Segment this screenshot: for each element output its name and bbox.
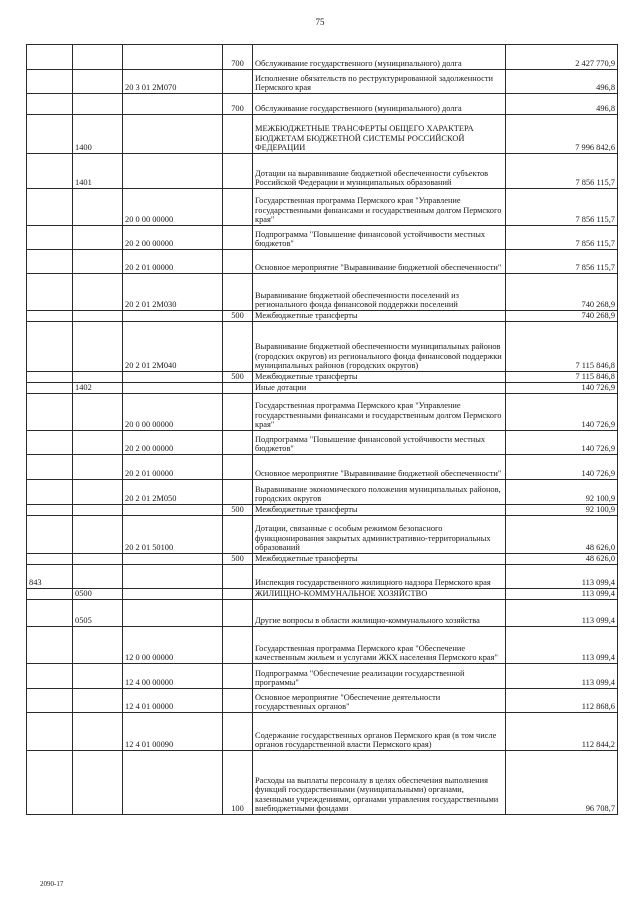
cell-code <box>27 70 73 94</box>
cell-name: Содержание государственных органов Пермского края (в том числе органов государственной власти Пермского края) <box>253 713 506 751</box>
cell-section <box>73 664 123 689</box>
cell-amount: 7 856 115,7 <box>506 154 618 189</box>
cell-code <box>27 431 73 455</box>
cell-section <box>73 94 123 115</box>
cell-expense-type <box>223 70 253 94</box>
cell-expense-type <box>223 189 253 226</box>
table-body <box>27 45 618 815</box>
cell-amount: 48 626,0 <box>506 554 618 565</box>
cell-name: Основное мероприятие "Обеспечение деятельности государственных органов" <box>253 689 506 713</box>
cell-code <box>27 480 73 505</box>
cell-program <box>123 554 223 565</box>
cell-program: 20 0 00 00000 <box>123 394 223 431</box>
cell-name: Обслуживание государственного (муниципального) долга <box>253 45 506 70</box>
cell-amount: 96 708,7 <box>506 751 618 815</box>
cell-code <box>27 394 73 431</box>
cell-program: 20 2 01 2М050 <box>123 480 223 505</box>
cell-program <box>123 45 223 70</box>
cell-name: Выравнивание экономического положения муниципальных районов, городских округов <box>253 480 506 505</box>
cell-expense-type <box>223 589 253 600</box>
cell-program: 20 2 00 00000 <box>123 226 223 250</box>
table-row <box>27 226 618 250</box>
cell-amount: 113 099,4 <box>506 627 618 664</box>
cell-code <box>27 322 73 372</box>
cell-code <box>27 115 73 154</box>
table-row <box>27 311 618 322</box>
cell-code <box>27 94 73 115</box>
cell-expense-type <box>223 600 253 627</box>
cell-expense-type <box>223 322 253 372</box>
cell-section: 1402 <box>73 383 123 394</box>
cell-expense-type <box>223 154 253 189</box>
cell-name: Подпрограмма "Повышение финансовой устойчивости местных бюджетов" <box>253 226 506 250</box>
cell-expense-type <box>223 394 253 431</box>
cell-amount: 113 099,4 <box>506 589 618 600</box>
cell-code <box>27 516 73 554</box>
cell-name: Другие вопросы в области жилищно-коммунального хозяйства <box>253 600 506 627</box>
table-row <box>27 751 618 815</box>
cell-program: 12 4 01 00090 <box>123 713 223 751</box>
cell-program: 12 4 00 00000 <box>123 664 223 689</box>
cell-name: Государственная программа Пермского края "Управление государственными финансами и государственным долгом Пермского края" <box>253 394 506 431</box>
cell-code <box>27 627 73 664</box>
cell-name: Обслуживание государственного (муниципального) долга <box>253 94 506 115</box>
table-row <box>27 480 618 505</box>
table-row <box>27 70 618 94</box>
table-row <box>27 589 618 600</box>
cell-expense-type <box>223 689 253 713</box>
table-row <box>27 250 618 274</box>
cell-section <box>73 322 123 372</box>
cell-code <box>27 311 73 322</box>
cell-section <box>73 516 123 554</box>
table-row <box>27 689 618 713</box>
cell-code <box>27 250 73 274</box>
cell-section <box>73 394 123 431</box>
cell-code <box>27 664 73 689</box>
cell-expense-type <box>223 455 253 480</box>
cell-section <box>73 189 123 226</box>
cell-name: Межбюджетные трансферты <box>253 505 506 516</box>
cell-program: 20 2 01 2М030 <box>123 274 223 311</box>
cell-section <box>73 751 123 815</box>
cell-expense-type: 500 <box>223 372 253 383</box>
cell-name: Дотации, связанные с особым режимом безопасного функционирования закрытых административно-территориальных образований <box>253 516 506 554</box>
cell-name: Подпрограмма "Повышение финансовой устойчивости местных бюджетов" <box>253 431 506 455</box>
cell-expense-type <box>223 713 253 751</box>
table-row <box>27 664 618 689</box>
cell-section <box>73 70 123 94</box>
cell-code <box>27 154 73 189</box>
cell-code <box>27 751 73 815</box>
cell-name: Межбюджетные трансферты <box>253 311 506 322</box>
cell-section <box>73 372 123 383</box>
cell-amount: 113 099,4 <box>506 565 618 589</box>
cell-program <box>123 589 223 600</box>
cell-amount: 740 268,9 <box>506 274 618 311</box>
cell-amount: 140 726,9 <box>506 431 618 455</box>
cell-amount: 112 844,2 <box>506 713 618 751</box>
table-row <box>27 565 618 589</box>
cell-section: 0500 <box>73 589 123 600</box>
cell-expense-type <box>223 516 253 554</box>
cell-section <box>73 274 123 311</box>
cell-code <box>27 383 73 394</box>
cell-section <box>73 565 123 589</box>
cell-expense-type: 700 <box>223 94 253 115</box>
cell-program: 20 2 01 00000 <box>123 250 223 274</box>
cell-section <box>73 480 123 505</box>
cell-program: 20 2 01 50100 <box>123 516 223 554</box>
cell-amount: 92 100,9 <box>506 480 618 505</box>
cell-program: 20 2 01 00000 <box>123 455 223 480</box>
cell-expense-type <box>223 431 253 455</box>
cell-program: 20 2 01 2М040 <box>123 322 223 372</box>
cell-program <box>123 505 223 516</box>
cell-name: Государственная программа Пермского края "Управление государственными финансами и государственным долгом Пермского края" <box>253 189 506 226</box>
table-row <box>27 505 618 516</box>
footer-code: 2090-17 <box>40 880 64 888</box>
cell-program <box>123 751 223 815</box>
cell-amount: 496,8 <box>506 94 618 115</box>
cell-name: МЕЖБЮДЖЕТНЫЕ ТРАНСФЕРТЫ ОБЩЕГО ХАРАКТЕРА БЮДЖЕТАМ БЮДЖЕТНОЙ СИСТЕМЫ РОССИЙСКОЙ ФЕДЕРАЦИИ <box>253 115 506 154</box>
cell-section <box>73 554 123 565</box>
table-row <box>27 115 618 154</box>
table-row <box>27 189 618 226</box>
cell-name: Выравнивание бюджетной обеспеченности поселений из регионального фонда финансовой поддержки поселений <box>253 274 506 311</box>
cell-section <box>73 689 123 713</box>
table-row <box>27 394 618 431</box>
cell-section <box>73 250 123 274</box>
cell-name: Расходы на выплаты персоналу в целях обеспечения выполнения функций государственными (муниципальными) органами, казенными учреждениями, органами управления государственными внебюджетными фондами <box>253 751 506 815</box>
cell-section: 1401 <box>73 154 123 189</box>
cell-expense-type: 500 <box>223 311 253 322</box>
cell-code <box>27 455 73 480</box>
cell-expense-type <box>223 250 253 274</box>
table-row <box>27 154 618 189</box>
table-row <box>27 383 618 394</box>
cell-code: 843 <box>27 565 73 589</box>
cell-amount: 113 099,4 <box>506 664 618 689</box>
cell-expense-type <box>223 226 253 250</box>
cell-section <box>73 311 123 322</box>
cell-name: Иные дотации <box>253 383 506 394</box>
cell-section <box>73 226 123 250</box>
cell-program: 20 2 00 00000 <box>123 431 223 455</box>
cell-amount: 496,8 <box>506 70 618 94</box>
cell-code <box>27 45 73 70</box>
table-row <box>27 600 618 627</box>
page-number: 75 <box>315 17 325 27</box>
table-row <box>27 554 618 565</box>
cell-section <box>73 45 123 70</box>
cell-amount: 113 099,4 <box>506 600 618 627</box>
cell-program <box>123 115 223 154</box>
cell-program <box>123 565 223 589</box>
cell-program: 12 0 00 00000 <box>123 627 223 664</box>
cell-section <box>73 505 123 516</box>
cell-amount: 7 856 115,7 <box>506 226 618 250</box>
cell-code <box>27 689 73 713</box>
cell-amount: 7 856 115,7 <box>506 250 618 274</box>
cell-section <box>73 431 123 455</box>
cell-expense-type: 500 <box>223 505 253 516</box>
cell-program: 12 4 01 00000 <box>123 689 223 713</box>
cell-program <box>123 383 223 394</box>
cell-amount: 140 726,9 <box>506 383 618 394</box>
cell-amount: 7 115 846,8 <box>506 322 618 372</box>
cell-amount: 7 115 846,8 <box>506 372 618 383</box>
cell-amount: 112 868,6 <box>506 689 618 713</box>
table-row <box>27 713 618 751</box>
table-row <box>27 455 618 480</box>
cell-amount: 92 100,9 <box>506 505 618 516</box>
cell-code <box>27 589 73 600</box>
cell-name: Межбюджетные трансферты <box>253 372 506 383</box>
cell-name: Выравнивание бюджетной обеспеченности муниципальных районов (городских округов) из регионального фонда финансовой поддержки муниципальных районов (городских округов) <box>253 322 506 372</box>
cell-expense-type <box>223 480 253 505</box>
cell-section: 1400 <box>73 115 123 154</box>
cell-program <box>123 94 223 115</box>
table-row <box>27 94 618 115</box>
cell-expense-type <box>223 383 253 394</box>
cell-code <box>27 600 73 627</box>
cell-code <box>27 226 73 250</box>
cell-expense-type <box>223 627 253 664</box>
cell-expense-type <box>223 274 253 311</box>
cell-code <box>27 505 73 516</box>
table-row <box>27 372 618 383</box>
table-row <box>27 322 618 372</box>
cell-program: 20 3 01 2М070 <box>123 70 223 94</box>
cell-program: 20 0 00 00000 <box>123 189 223 226</box>
table-row <box>27 45 618 70</box>
cell-amount: 2 427 770,9 <box>506 45 618 70</box>
cell-name: Межбюджетные трансферты <box>253 554 506 565</box>
cell-section: 0505 <box>73 600 123 627</box>
cell-expense-type: 100 <box>223 751 253 815</box>
cell-expense-type: 500 <box>223 554 253 565</box>
cell-program <box>123 372 223 383</box>
cell-name: Исполнение обязательств по реструктурированной задолженности Пермского края <box>253 70 506 94</box>
cell-program <box>123 154 223 189</box>
cell-name: Дотации на выравнивание бюджетной обеспеченности субъектов Российской Федерации и муниципальных образований <box>253 154 506 189</box>
cell-code <box>27 554 73 565</box>
cell-section <box>73 455 123 480</box>
cell-code <box>27 713 73 751</box>
cell-amount: 140 726,9 <box>506 455 618 480</box>
table-row <box>27 516 618 554</box>
table-row <box>27 274 618 311</box>
cell-amount: 740 268,9 <box>506 311 618 322</box>
cell-amount: 48 626,0 <box>506 516 618 554</box>
table-row <box>27 431 618 455</box>
cell-expense-type <box>223 115 253 154</box>
budget-table <box>26 44 618 815</box>
cell-name: Основное мероприятие "Выравнивание бюджетной обеспеченности" <box>253 455 506 480</box>
cell-amount: 140 726,9 <box>506 394 618 431</box>
cell-code <box>27 189 73 226</box>
cell-amount: 7 996 842,6 <box>506 115 618 154</box>
cell-name: ЖИЛИЩНО-КОММУНАЛЬНОЕ ХОЗЯЙСТВО <box>253 589 506 600</box>
cell-expense-type <box>223 565 253 589</box>
cell-program <box>123 600 223 627</box>
cell-program <box>123 311 223 322</box>
cell-code <box>27 372 73 383</box>
cell-expense-type <box>223 664 253 689</box>
cell-name: Инспекция государственного жилищного надзора Пермского края <box>253 565 506 589</box>
cell-section <box>73 627 123 664</box>
cell-name: Подпрограмма "Обеспечение реализации государственной программы" <box>253 664 506 689</box>
cell-expense-type: 700 <box>223 45 253 70</box>
cell-section <box>73 713 123 751</box>
cell-code <box>27 274 73 311</box>
table-row <box>27 627 618 664</box>
cell-name: Государственная программа Пермского края "Обеспечение качественным жильем и услугами ЖКХ населения Пермского края" <box>253 627 506 664</box>
cell-name: Основное мероприятие "Выравнивание бюджетной обеспеченности" <box>253 250 506 274</box>
cell-amount: 7 856 115,7 <box>506 189 618 226</box>
